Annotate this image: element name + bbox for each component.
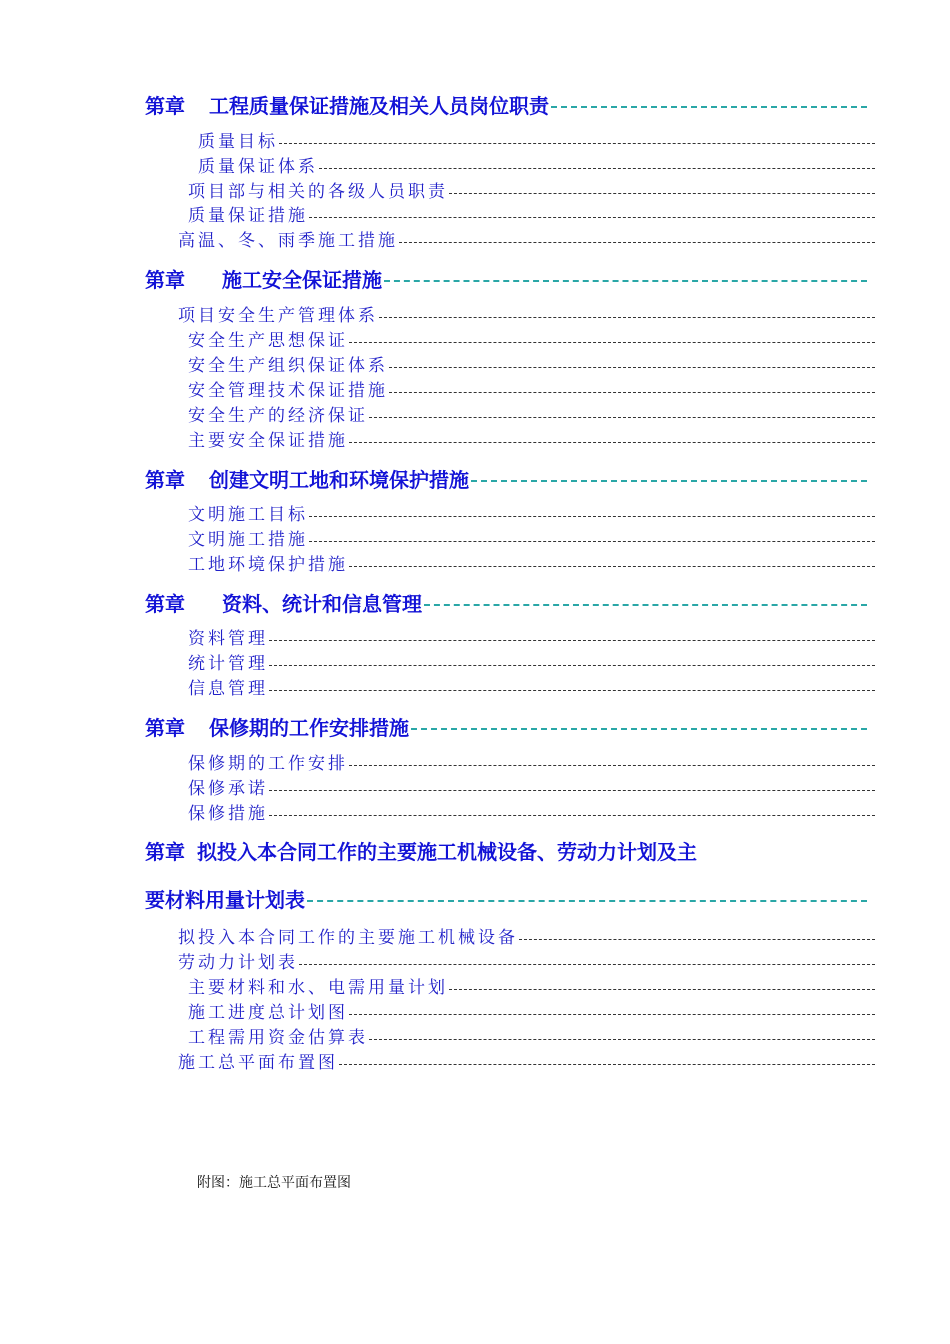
toc-entry-label: 文明施工措施 [188, 530, 308, 550]
chapter-label: 第章 [145, 468, 185, 492]
leader-line [269, 640, 875, 641]
toc-entry-label: 施工总平面布置图 [178, 1053, 338, 1073]
leader-line [269, 690, 875, 691]
toc-entry[interactable] [188, 628, 875, 650]
toc-entry-label: 保修期的工作安排 [188, 754, 348, 774]
toc-entry-label: 主要材料和水、电需用量计划 [188, 978, 448, 998]
leader-line [269, 665, 875, 666]
toc-entry-label: 安全生产组织保证体系 [188, 356, 388, 376]
toc-entry[interactable] [198, 131, 875, 153]
toc-entry[interactable] [198, 156, 875, 178]
toc-entry-label: 项目安全生产管理体系 [178, 306, 378, 326]
toc-entry-label: 保修承诺 [188, 779, 268, 799]
toc-entry-label: 质量保证措施 [188, 206, 308, 226]
leader-line [269, 815, 875, 816]
chapter-heading-civilized-site[interactable] [145, 466, 867, 494]
toc-entry-label: 质量保证体系 [198, 157, 318, 177]
chapter-title-line-1 [145, 838, 867, 866]
toc-entry[interactable] [178, 927, 875, 949]
leader-line [449, 989, 875, 990]
toc-entry-label: 安全生产的经济保证 [188, 406, 368, 426]
toc-entry[interactable] [188, 355, 875, 377]
leader-line [309, 217, 875, 218]
chapter-title: 工程质量保证措施及相关人员岗位职责 [209, 94, 549, 118]
leader-line [389, 367, 875, 368]
leader-line [369, 417, 875, 418]
leader-line [389, 392, 875, 393]
leader-line [449, 193, 875, 194]
toc-entry-label: 项目部与相关的各级人员职责 [188, 182, 448, 202]
chapter-heading-machinery-plan[interactable] [145, 838, 867, 914]
leader-line [349, 342, 875, 343]
chapter-leader-line [424, 604, 867, 606]
toc-entry[interactable] [188, 380, 875, 402]
leader-line [319, 168, 875, 169]
toc-entry[interactable] [188, 430, 875, 452]
toc-entry[interactable] [178, 305, 875, 327]
toc-entry-label: 资料管理 [188, 629, 268, 649]
toc-entry[interactable] [188, 554, 875, 576]
toc-entry-label: 劳动力计划表 [178, 953, 298, 973]
chapter-label: 第章 [145, 94, 185, 118]
toc-entry[interactable] [188, 1002, 875, 1024]
toc-entry-label: 高温、冬、雨季施工措施 [178, 231, 398, 251]
toc-entry[interactable] [178, 952, 875, 974]
toc-entry[interactable] [188, 529, 875, 551]
toc-entry-label: 拟投入本合同工作的主要施工机械设备 [178, 928, 518, 948]
toc-entry[interactable] [188, 205, 875, 227]
chapter-leader-line [551, 106, 867, 108]
leader-line [349, 1014, 875, 1015]
toc-entry[interactable] [188, 504, 875, 526]
toc-entry[interactable] [178, 230, 875, 252]
leader-line [519, 939, 875, 940]
chapter-leader-line [384, 280, 867, 282]
toc-entry[interactable] [188, 653, 875, 675]
leader-line [339, 1064, 875, 1065]
chapter-label: 第章 [145, 716, 185, 740]
toc-entry[interactable] [188, 753, 875, 775]
chapter-heading-quality[interactable] [145, 92, 867, 120]
toc-entry-label: 安全生产思想保证 [188, 331, 348, 351]
toc-entry[interactable] [188, 977, 875, 999]
chapter-label: 第章 [145, 268, 185, 292]
toc-entry-label: 保修措施 [188, 804, 268, 824]
chapter-title: 创建文明工地和环境保护措施 [209, 468, 469, 492]
toc-entry[interactable] [188, 330, 875, 352]
chapter-heading-records[interactable] [145, 590, 867, 618]
chapter-title-line-2 [145, 886, 867, 914]
toc-entry-label: 主要安全保证措施 [188, 431, 348, 451]
chapter-title: 拟投入本合同工作的主要施工机械设备、劳动力计划及主 [197, 840, 697, 864]
toc-entry-label: 文明施工目标 [188, 505, 308, 525]
leader-line [279, 143, 875, 144]
toc-entry[interactable] [188, 678, 875, 700]
leader-line [349, 765, 875, 766]
toc-entry[interactable] [178, 1052, 875, 1074]
chapter-title: 保修期的工作安排措施 [209, 716, 409, 740]
chapter-heading-warranty[interactable] [145, 714, 867, 742]
toc-entry[interactable] [188, 1027, 875, 1049]
leader-line [399, 242, 875, 243]
leader-line [309, 516, 875, 517]
toc-entry[interactable] [188, 778, 875, 800]
leader-line [379, 317, 875, 318]
toc-entry-label: 施工进度总计划图 [188, 1003, 348, 1023]
chapter-leader-line [411, 728, 867, 730]
chapter-title-continued: 要材料用量计划表 [145, 888, 305, 912]
toc-entry-label: 信息管理 [188, 679, 268, 699]
chapter-label: 第章 [145, 592, 185, 616]
toc-entry-label: 质量目标 [198, 132, 278, 152]
chapter-heading-safety[interactable] [145, 266, 867, 294]
chapter-title: 资料、统计和信息管理 [222, 592, 422, 616]
leader-line [309, 541, 875, 542]
toc-entry[interactable] [188, 405, 875, 427]
leader-line [369, 1039, 875, 1040]
leader-line [349, 442, 875, 443]
attachment-note: 附图：施工总平面布置图 [197, 1175, 351, 1191]
chapter-leader-line [307, 900, 867, 902]
toc-entry-label: 工程需用资金估算表 [188, 1028, 368, 1048]
chapter-leader-line [471, 480, 867, 482]
toc-entry-label: 安全管理技术保证措施 [188, 381, 388, 401]
leader-line [299, 964, 875, 965]
chapter-title: 施工安全保证措施 [222, 268, 382, 292]
leader-line [269, 790, 875, 791]
toc-entry[interactable] [188, 181, 875, 203]
chapter-label: 第章 [145, 840, 185, 864]
toc-entry-label: 统计管理 [188, 654, 268, 674]
leader-line [349, 566, 875, 567]
toc-entry[interactable] [188, 803, 875, 825]
toc-entry-label: 工地环境保护措施 [188, 555, 348, 575]
